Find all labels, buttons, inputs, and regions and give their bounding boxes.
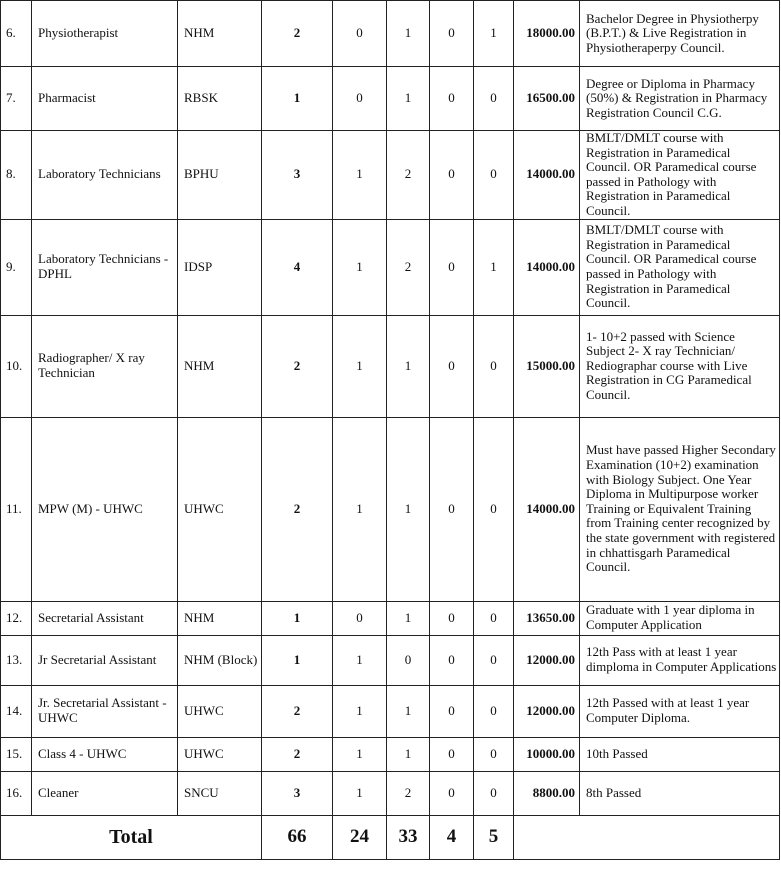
count-col-3: 0 <box>430 67 474 131</box>
table-row <box>1 315 780 417</box>
qualification: Graduate with 1 year diploma in Computer Application <box>580 601 780 635</box>
post-name: Cleaner <box>32 771 178 815</box>
total-empty-cell <box>514 815 780 859</box>
total-posts: 2 <box>262 737 333 771</box>
row-sno: 15. <box>1 737 32 771</box>
salary: 10000.00 <box>514 737 580 771</box>
count-col-4: 0 <box>474 417 514 601</box>
count-col-2: 2 <box>387 771 430 815</box>
qualification: Bachelor Degree in Physiotherpy (B.P.T.) & Live Registration in Physiotheraperpy Council. <box>580 1 780 67</box>
total-posts: 1 <box>262 635 333 685</box>
qualification: 1- 10+2 passed with Science Subject 2- X ray Technician/ Rediographar course with Live Registration in CG Paramedical Council. <box>580 315 780 417</box>
count-col-3: 0 <box>430 417 474 601</box>
table-row <box>1 771 780 815</box>
scheme: UHWC <box>178 737 262 771</box>
total-posts: 4 <box>262 219 333 315</box>
table-row <box>1 685 780 737</box>
total-row <box>1 815 780 859</box>
count-col-4: 0 <box>474 601 514 635</box>
count-col-3: 0 <box>430 737 474 771</box>
total-posts: 3 <box>262 771 333 815</box>
count-col-2: 1 <box>387 67 430 131</box>
count-col-2: 0 <box>387 635 430 685</box>
salary: 14000.00 <box>514 417 580 601</box>
total-posts: 66 <box>262 815 333 859</box>
count-col-4: 0 <box>474 635 514 685</box>
count-col-2: 1 <box>387 601 430 635</box>
salary: 13650.00 <box>514 601 580 635</box>
count-col-3: 0 <box>430 1 474 67</box>
table-row <box>1 601 780 635</box>
scheme: NHM <box>178 315 262 417</box>
count-col-1: 1 <box>333 417 387 601</box>
table-row <box>1 1 780 67</box>
count-col-3: 0 <box>430 685 474 737</box>
salary: 12000.00 <box>514 635 580 685</box>
table-row <box>1 635 780 685</box>
count-col-2: 2 <box>387 131 430 220</box>
scheme: RBSK <box>178 67 262 131</box>
salary: 18000.00 <box>514 1 580 67</box>
row-sno: 10. <box>1 315 32 417</box>
count-col-1: 1 <box>333 771 387 815</box>
post-name: Laboratory Technicians <box>32 131 178 220</box>
total-posts: 2 <box>262 685 333 737</box>
count-col-2: 1 <box>387 685 430 737</box>
count-col-1: 1 <box>333 315 387 417</box>
row-sno: 14. <box>1 685 32 737</box>
count-col-1: 0 <box>333 1 387 67</box>
scheme: UHWC <box>178 417 262 601</box>
scheme: BPHU <box>178 131 262 220</box>
count-col-3: 0 <box>430 131 474 220</box>
scheme: NHM <box>178 1 262 67</box>
qualification: BMLT/DMLT course with Registration in Paramedical Council. OR Paramedical course passed in Pathology with Registration in Paramedical Council. <box>580 219 780 315</box>
count-col-4: 0 <box>474 67 514 131</box>
count-col-1: 1 <box>333 685 387 737</box>
count-col-3: 0 <box>430 219 474 315</box>
salary: 16500.00 <box>514 67 580 131</box>
row-sno: 6. <box>1 1 32 67</box>
table-row <box>1 737 780 771</box>
qualification: 10th Passed <box>580 737 780 771</box>
count-col-3: 0 <box>430 771 474 815</box>
salary: 14000.00 <box>514 131 580 220</box>
count-col-1: 0 <box>333 601 387 635</box>
count-col-1: 0 <box>333 67 387 131</box>
post-name: Laboratory Technicians - DPHL <box>32 219 178 315</box>
post-name: Radiographer/ X ray Technician <box>32 315 178 417</box>
table-row <box>1 219 780 315</box>
count-col-4: 0 <box>474 685 514 737</box>
scheme: NHM <box>178 601 262 635</box>
post-name: Class 4 - UHWC <box>32 737 178 771</box>
total-posts: 1 <box>262 67 333 131</box>
row-sno: 9. <box>1 219 32 315</box>
total-label: Total <box>1 815 262 859</box>
scheme: UHWC <box>178 685 262 737</box>
table-row <box>1 131 780 220</box>
post-name: Jr. Secretarial Assistant - UHWC <box>32 685 178 737</box>
salary: 15000.00 <box>514 315 580 417</box>
qualification: Degree or Diploma in Pharmacy (50%) & Registration in Pharmacy Registration Council C.G. <box>580 67 780 131</box>
count-col-2: 2 <box>387 219 430 315</box>
count-col-1: 1 <box>333 635 387 685</box>
count-col-1: 1 <box>333 131 387 220</box>
total-posts: 1 <box>262 601 333 635</box>
count-col-2: 1 <box>387 417 430 601</box>
scheme: SNCU <box>178 771 262 815</box>
qualification: 8th Passed <box>580 771 780 815</box>
post-name: MPW (M) - UHWC <box>32 417 178 601</box>
count-col-4: 0 <box>474 737 514 771</box>
row-sno: 16. <box>1 771 32 815</box>
row-sno: 13. <box>1 635 32 685</box>
total-col-4: 5 <box>474 815 514 859</box>
row-sno: 12. <box>1 601 32 635</box>
row-sno: 7. <box>1 67 32 131</box>
count-col-1: 1 <box>333 737 387 771</box>
scheme: IDSP <box>178 219 262 315</box>
total-posts: 2 <box>262 1 333 67</box>
scheme: NHM (Block) <box>178 635 262 685</box>
salary: 12000.00 <box>514 685 580 737</box>
qualification: 12th Pass with at least 1 year dimploma in Computer Applications <box>580 635 780 685</box>
total-col-1: 24 <box>333 815 387 859</box>
count-col-4: 0 <box>474 131 514 220</box>
total-posts: 2 <box>262 417 333 601</box>
total-posts: 2 <box>262 315 333 417</box>
count-col-3: 0 <box>430 635 474 685</box>
qualification: Must have passed Higher Secondary Examination (10+2) examination with Biology Subject. One Year Diploma in Multipurpose worker Training or Equivalent Training from Training center recognized by the state government with registered in chhattisgarh Paramedical Council. <box>580 417 780 601</box>
count-col-3: 0 <box>430 315 474 417</box>
post-name: Secretarial Assistant <box>32 601 178 635</box>
count-col-2: 1 <box>387 737 430 771</box>
count-col-4: 1 <box>474 219 514 315</box>
row-sno: 11. <box>1 417 32 601</box>
post-name: Jr Secretarial Assistant <box>32 635 178 685</box>
count-col-4: 0 <box>474 315 514 417</box>
row-sno: 8. <box>1 131 32 220</box>
qualification: BMLT/DMLT course with Registration in Paramedical Council. OR Paramedical course passed in Pathology with Registration in Paramedical Council. <box>580 131 780 220</box>
count-col-2: 1 <box>387 315 430 417</box>
total-col-3: 4 <box>430 815 474 859</box>
qualification: 12th Passed with at least 1 year Computer Diploma. <box>580 685 780 737</box>
post-name: Physiotherapist <box>32 1 178 67</box>
count-col-3: 0 <box>430 601 474 635</box>
count-col-4: 0 <box>474 771 514 815</box>
count-col-1: 1 <box>333 219 387 315</box>
count-col-4: 1 <box>474 1 514 67</box>
post-name: Pharmacist <box>32 67 178 131</box>
total-posts: 3 <box>262 131 333 220</box>
table-row <box>1 417 780 601</box>
salary: 14000.00 <box>514 219 580 315</box>
count-col-2: 1 <box>387 1 430 67</box>
total-col-2: 33 <box>387 815 430 859</box>
table-row <box>1 67 780 131</box>
salary: 8800.00 <box>514 771 580 815</box>
